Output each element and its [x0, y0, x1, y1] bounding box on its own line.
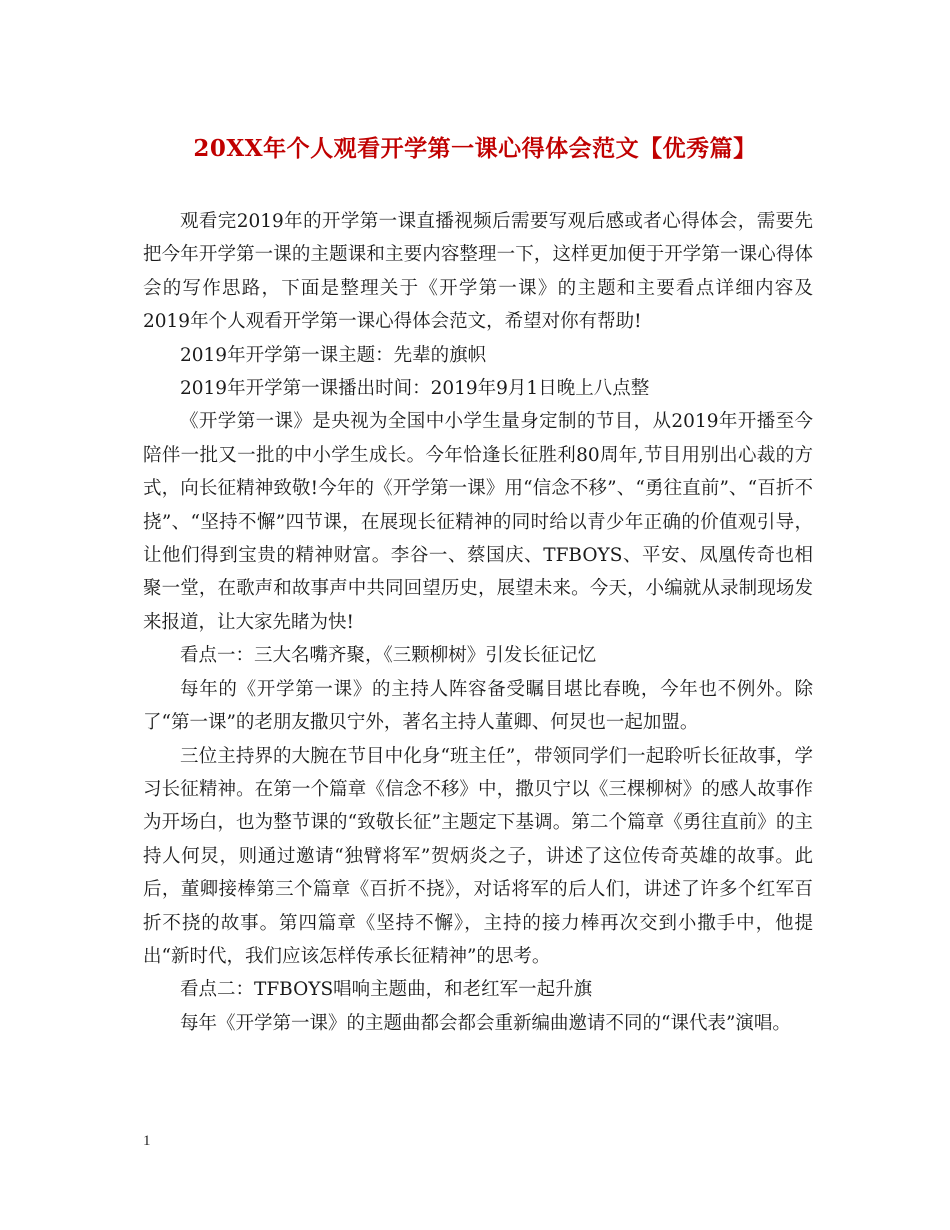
paragraph-program-description: 《开学第一课》是央视为全国中小学生量身定制的节目，从2019年开播至今陪伴一批又一批的中小学生成长。今年恰逢长征胜利80周年,节目用别出心裁的方式，向长征精神致敬!今年的《开学第一课》用“信念不移”、“勇往直前”、“百折不挠”、“坚持不懈”四节课，在展现长征精神的同时给以青少年正确的价值观引导，让他们得到宝贵的精神财富。李谷一、蔡国庆、TFBOYS、平安、凤凰传奇也相聚一堂，在歌声和故事声中共同回望历史，展望未来。今天，小编就从录制现场发来报道，让大家先睹为快! — [143, 411, 813, 633]
paragraph-highlight-two-heading: 看点二：TFBOYS唱响主题曲，和老红军一起升旗 — [180, 979, 593, 1001]
paragraph-airtime: 2019年开学第一课播出时间：2019年9月1日晚上八点整 — [180, 378, 650, 400]
paragraph-highlight-one-heading: 看点一：三大名嘴齐聚，《三颗柳树》引发长征记忆 — [180, 645, 597, 667]
paragraph-hosts: 每年的《开学第一课》的主持人阵容备受瞩目堪比春晚，今年也不例外。除了“第一课”的老朋友撒贝宁外，著名主持人董卿、何炅也一起加盟。 — [143, 678, 813, 734]
page-number: 1 — [143, 1133, 151, 1149]
paragraph-chapters: 三位主持界的大腕在节目中化身“班主任”，带领同学们一起聆听长征故事，学习长征精神。在第一个篇章《信念不移》中，撒贝宁以《三棵柳树》的感人故事作为开场白，也为整节课的“致敬长征”主题定下基调。第二个篇章《勇往直前》的主持人何炅，则通过邀请“独臂将军”贺炳炎之子，讲述了这位传奇英雄的故事。此后，董卿接棒第三个篇章《百折不挠》，对话将军的后人们，讲述了许多个红军百折不挠的故事。第四篇章《坚持不懈》，主持的接力棒再次交到小撒手中，他提出“新时代，我们应该怎样传承长征精神”的思考。 — [143, 745, 813, 967]
document-body — [143, 205, 813, 1040]
paragraph-intro: 观看完2019年的开学第一课直播视频后需要写观后感或者心得体会，需要先把今年开学第一课的主题课和主要内容整理一下，这样更加便于开学第一课心得体会的写作思路，下面是整理关于《开学第一课》的主题和主要看点详细内容及2019年个人观看开学第一课心得体会范文，希望对你有帮助! — [143, 211, 813, 333]
document-title: 20XX年个人观看开学第一课心得体会范文【优秀篇】 — [193, 135, 757, 162]
paragraph-theme: 2019年开学第一课主题：先辈的旗帜 — [180, 344, 487, 366]
paragraph-theme-song: 每年《开学第一课》的主题曲都会都会重新编曲邀请不同的“课代表”演唱。 — [180, 1012, 791, 1034]
